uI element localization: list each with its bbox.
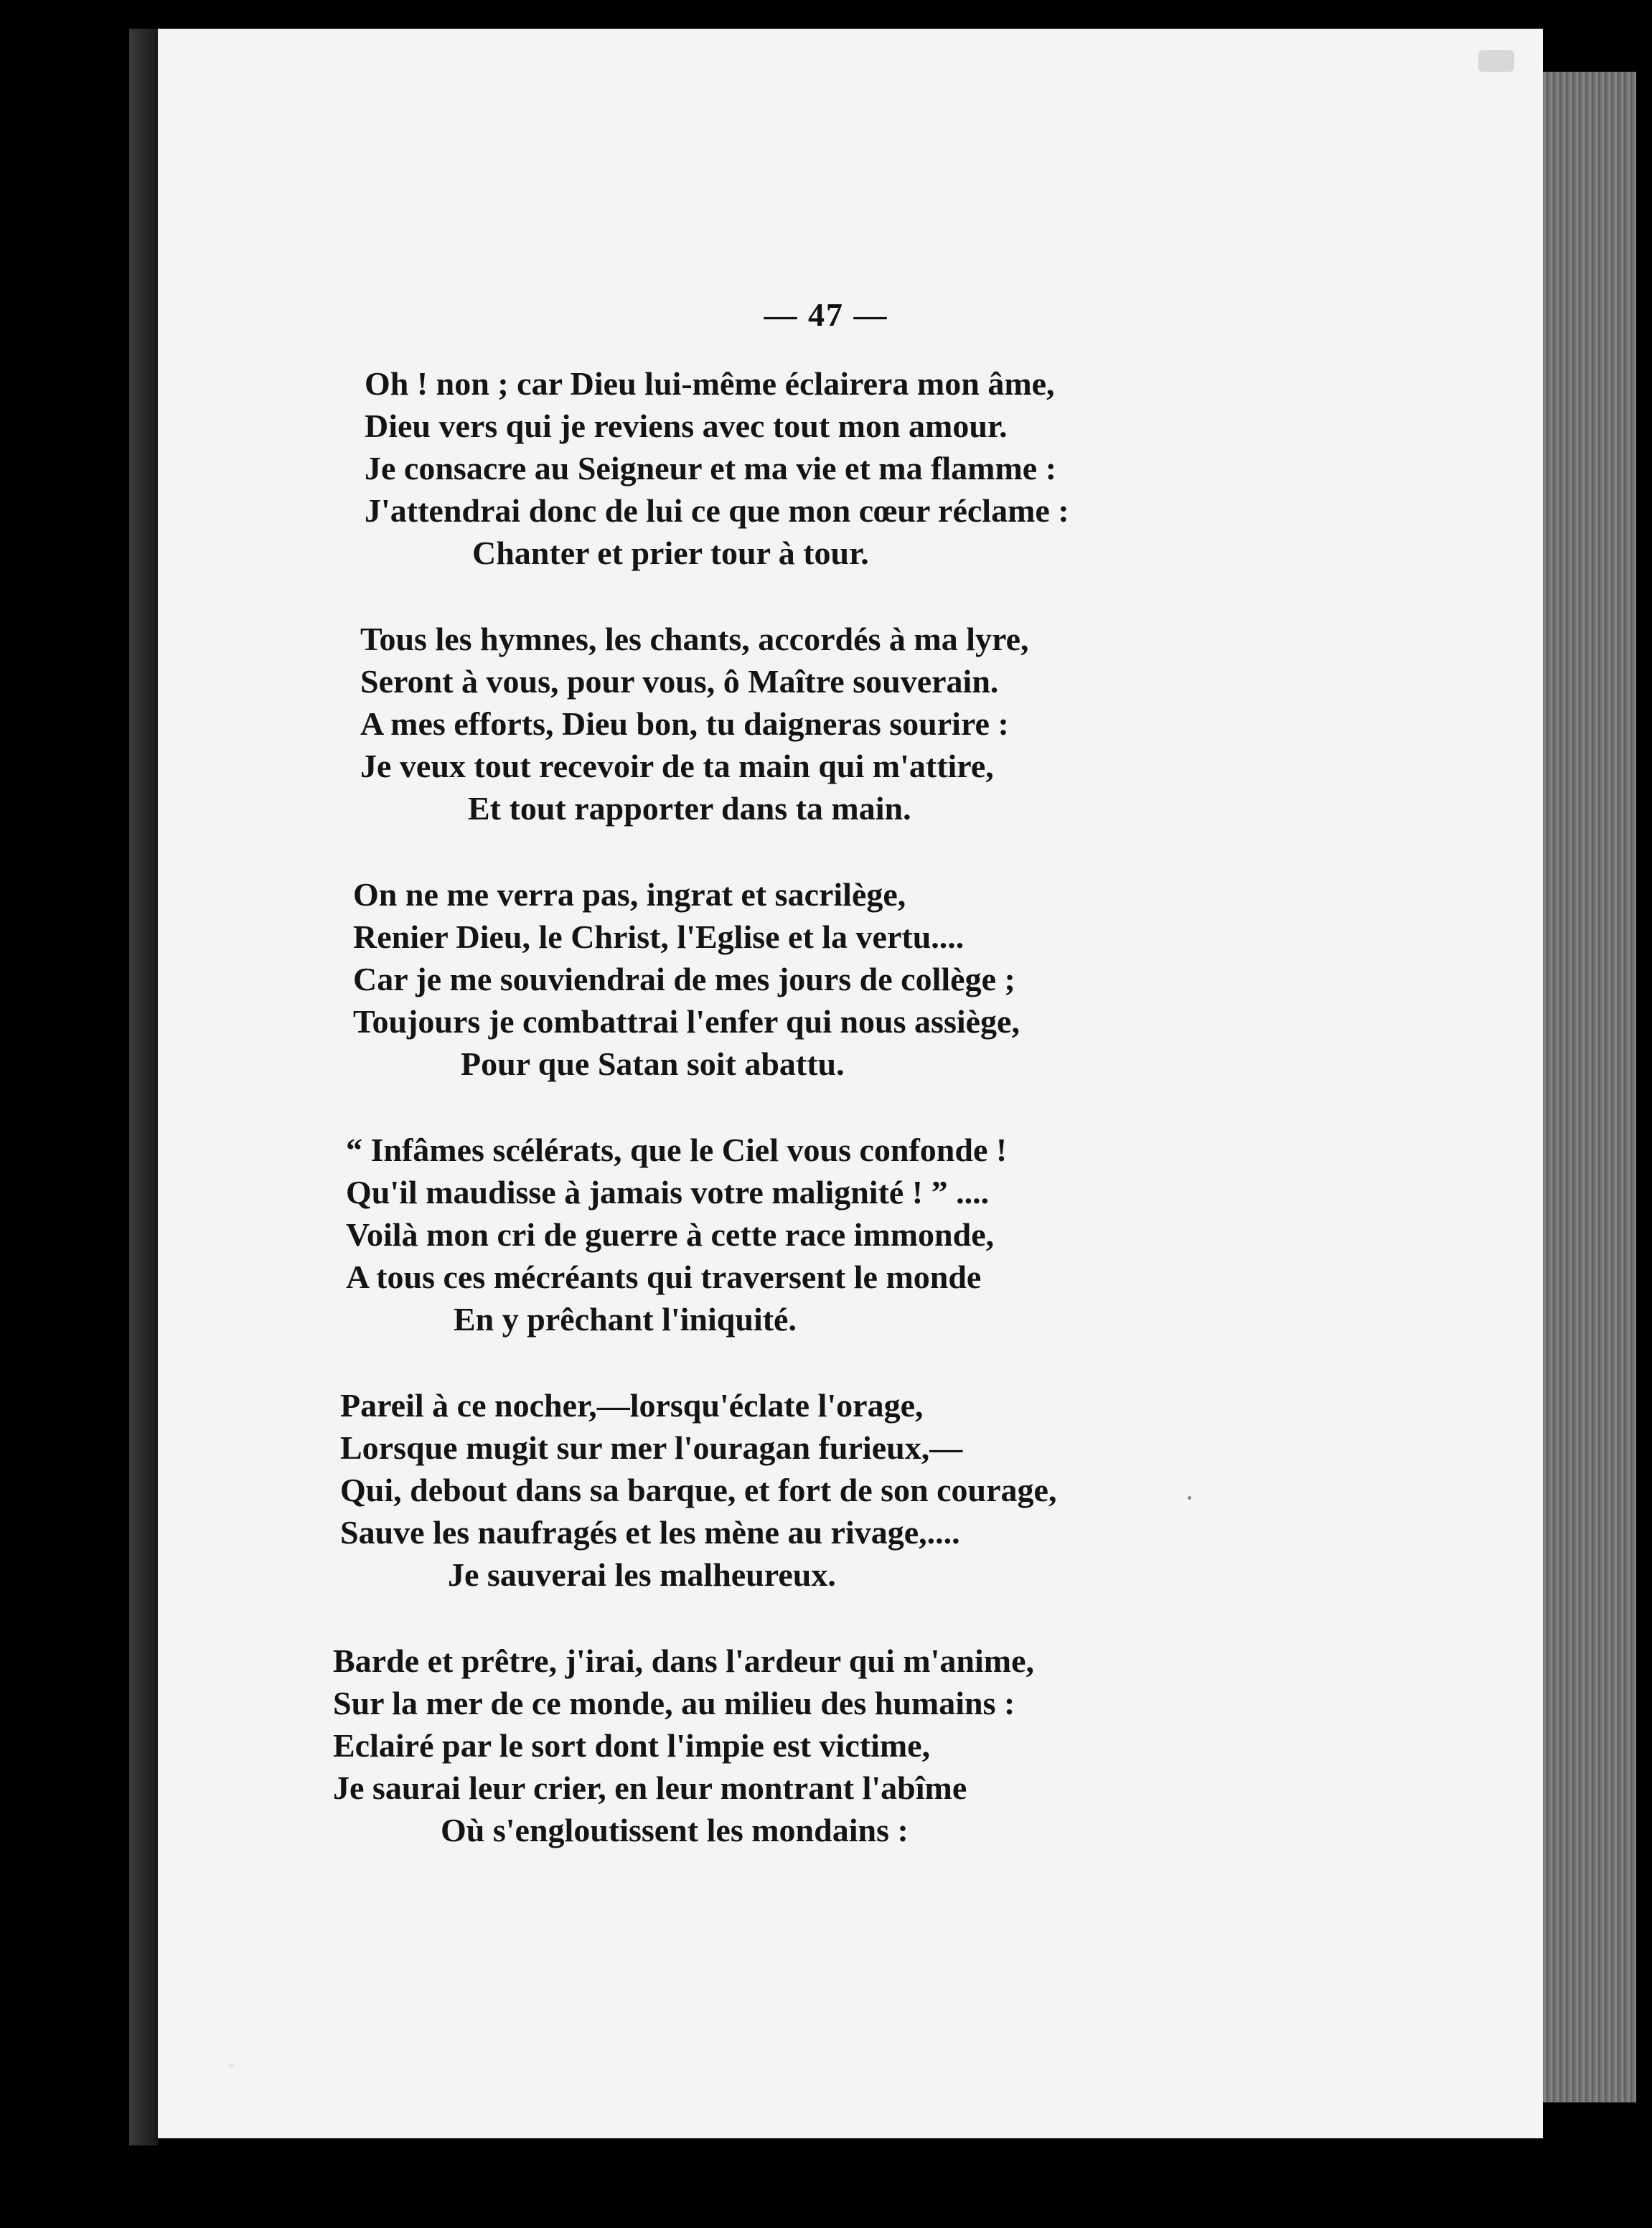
page-corner xyxy=(1478,50,1514,72)
stanza xyxy=(346,1129,1514,1340)
stanza xyxy=(353,873,1514,1085)
verse-line: A mes efforts, Dieu bon, tu daigneras sourire : xyxy=(360,705,1009,742)
scan-speck xyxy=(228,2063,234,2069)
refrain-line: En y prêchant l'iniquité. xyxy=(454,1301,797,1338)
verse-line: Seront à vous, pour vous, ô Maître souverain. xyxy=(360,663,999,700)
verse-line: Oh ! non ; car Dieu lui-même éclairera mon âme, xyxy=(365,365,1055,402)
verse-line: Lorsque mugit sur mer l'ouragan furieux,— xyxy=(340,1429,963,1466)
refrain-line: Chanter et prier tour à tour. xyxy=(472,535,869,571)
stanza xyxy=(340,1384,1514,1596)
verse-line: Pareil à ce nocher,—lorsqu'éclate l'orage, xyxy=(340,1387,924,1424)
verse-line: On ne me verra pas, ingrat et sacrilège, xyxy=(353,876,906,913)
verse-line: Je saurai leur crier, en leur montrant l'abîme xyxy=(333,1769,967,1806)
verse-line: Je consacre au Seigneur et ma vie et ma flamme : xyxy=(365,450,1057,487)
verse-line: Eclairé par le sort dont l'impie est victime, xyxy=(333,1727,931,1764)
verse-line: A tous ces mécréants qui traversent le monde xyxy=(346,1259,982,1295)
verse-line: Je veux tout recevoir de ta main qui m'attire, xyxy=(360,748,994,784)
verse-line: Car je me souviendrai de mes jours de collège ; xyxy=(353,961,1015,997)
verse-line: Barde et prêtre, j'irai, dans l'ardeur qui m'anime, xyxy=(333,1642,1035,1679)
verse-line: Sur la mer de ce monde, au milieu des humains : xyxy=(333,1685,1015,1721)
stanza xyxy=(365,362,1514,574)
stanza xyxy=(333,1640,1514,1851)
refrain-line: Où s'engloutissent les mondains : xyxy=(441,1812,909,1848)
left-page-edge xyxy=(129,29,158,2145)
refrain-line: Je sauverai les malheureux. xyxy=(448,1556,836,1593)
verse-line: Sauve les naufragés et les mène au rivage,.... xyxy=(340,1514,960,1551)
verse-line: Dieu vers qui je reviens avec tout mon amour. xyxy=(365,408,1008,444)
verse-line: Toujours je combattrai l'enfer qui nous assiège, xyxy=(353,1003,1020,1040)
verse-line: Tous les hymnes, les chants, accordés à ma lyre, xyxy=(360,621,1029,657)
page-stack-edge xyxy=(1543,72,1636,2102)
verse-line: Qui, debout dans sa barque, et fort de son courage, xyxy=(340,1472,1057,1508)
page-number: — 47 — xyxy=(764,296,888,333)
verse-line: Voilà mon cri de guerre à cette race immonde, xyxy=(346,1216,995,1253)
stanza xyxy=(360,618,1514,829)
refrain-line: Pour que Satan soit abattu. xyxy=(461,1045,845,1082)
verse-line: “ Infâmes scélérats, que le Ciel vous confonde ! xyxy=(346,1132,1008,1168)
poem xyxy=(330,362,1514,1851)
verse-line: J'attendrai donc de lui ce que mon cœur réclame : xyxy=(365,492,1069,529)
verse-line: Renier Dieu, le Christ, l'Eglise et la vertu.... xyxy=(353,918,965,955)
verse-line: Qu'il maudisse à jamais votre malignité ! ” .... xyxy=(346,1174,990,1211)
refrain-line: Et tout rapporter dans ta main. xyxy=(468,790,911,827)
